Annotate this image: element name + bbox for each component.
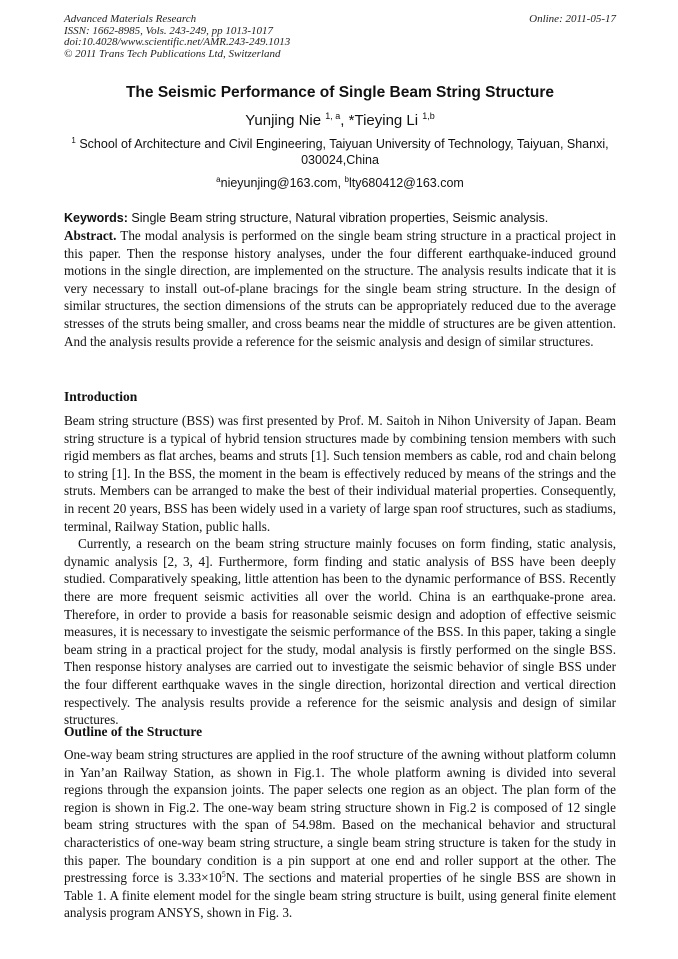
email-link[interactable]: nieyunjing@163.com [220, 176, 338, 190]
author-list [64, 112, 616, 129]
section-heading-introduction: Introduction [64, 389, 138, 404]
abstract-label: Abstract. [64, 228, 117, 243]
journal-header [64, 14, 290, 60]
paragraph-text: N. The sections and material properties of he single BSS are shown in Table 1. A finite element model for the single beam string structure is built, using general finite element analysis program ANSYS, shown in Fig. 3. [64, 870, 617, 921]
abstract [64, 227, 616, 350]
paragraph-text: One-way beam string structures are applied in the roof structure of the awning without platform column in Yan’an Railway Station, as shown in Fig.1. The whole platform awning is divided into several regions through the expansion joints. The paper selects one region as an object. The plan form of the region is shown in Fig.2. The one-way beam string structure shown in Fig.2 is composed of 12 single beam string structures with the span of 54.98m. Based on the mechanical behavior and structural characteristics of one-way beam string structure, a single beam string structure is taken for the study in this paper. The boundary condition is a pin support at one end and roller support at the other. The prestressing force is 3.33×10 [64, 747, 616, 886]
paragraph: Currently, a research on the beam string structure mainly focuses on form finding, static analysis, dynamic analysis [2, 3, 4]. Furthermore, form finding and static analysis of BSS have been deeply studied. Comparatively speaking, little attention has been to the dynamic performance of BSS. Recently there are more frequent seismic activities all over the world. China is an earthquake-prone area. Therefore, in order to provide a basis for reasonable seismic design and adoption of effective seismic measures, it is necessary to investigate the seismic performance of the BSS. In this paper, taking a single beam string in a practical project for the study, modal analysis is firstly performed on the single BSS. Then response history analyses are carried out to investigate the seismic behavior of single BSS under the four different earthquake waves in the single direction, horizontal direction and vertical direction respectively. The analysis results provide a reference for the seismic analysis and design of similar structures. [64, 536, 616, 728]
author-name: Yunjing Nie [245, 112, 322, 129]
paragraph: Beam string structure (BSS) was first presented by Prof. M. Saitoh in Nihon University of Japan. Beam string structure is a typical of hybrid tension structures made by combining tension members with such rigid members as flat arches, beams and struts [1]. Such tension members as cable, rod and chain belong to string [1]. In the BSS, the moment in the beam is effectively reduced by means of the strings and the struts. Members can be arranged to make the best of their individual material properties. Consequently, in recent 20 years, BSS has been widely used in a variety of large span roof structures, such as stadiums, terminal, Railway Station, public halls. [64, 413, 616, 534]
email-separator: , [337, 176, 345, 190]
issn-line: ISSN: 1662-8985, Vols. 243-249, pp 1013-1017 [64, 24, 273, 37]
author-affiliation-mark: 1, a [325, 111, 341, 121]
email-mark: b [344, 175, 349, 184]
exponent: 5 [221, 870, 226, 880]
author-separator: , [340, 112, 349, 129]
keywords-label: Keywords: [64, 211, 128, 225]
journal-name: Advanced Materials Research [64, 13, 197, 25]
affiliation-line-2: 030024,China [301, 152, 379, 167]
affiliation [64, 137, 616, 168]
online-date: Online: 2011-05-17 [529, 13, 616, 25]
copyright-line: © 2011 Trans Tech Publications Ltd, Switzerland [64, 47, 281, 60]
email-mark: a [216, 175, 221, 184]
keywords-text: Single Beam string structure, Natural vibration properties, Seismic analysis. [131, 211, 549, 225]
section-heading-outline: Outline of the Structure [64, 724, 203, 739]
introduction-section [64, 412, 616, 729]
author-affiliation-mark: 1,b [422, 111, 435, 121]
abstract-text: The modal analysis is performed on the single beam string structure in a practical project in this paper. Then the response history analyses, under the four different earthquake-induced ground motions in the single direction, are implemented on the structure. The analysis results indicate that it is very necessary to install out-of-plane bracings for the single beam string structure. In the design of similar structures, the section dimensions of the struts can be appropriately reduced due to the average stresses of the struts being smaller, and cross beams near the middle of structures are be given attention. And the analysis results provide a reference for the seismic analysis and design of similar structures. [64, 228, 616, 349]
author-name: *Tieying Li [348, 112, 419, 129]
affiliation-mark: 1 [71, 136, 76, 145]
doi-line: doi:10.4028/www.scientific.net/AMR.243-249.1013 [64, 36, 291, 48]
email-link[interactable]: lty680412@163.com [348, 176, 464, 190]
outline-section [64, 746, 616, 922]
keywords [64, 211, 616, 225]
email-list [64, 176, 616, 190]
affiliation-line-1: School of Architecture and Civil Engineering, Taiyuan University of Technology, Taiyuan, Shanxi, [79, 137, 609, 151]
paper-title: The Seismic Performance of Single Beam String Structure [125, 84, 555, 101]
